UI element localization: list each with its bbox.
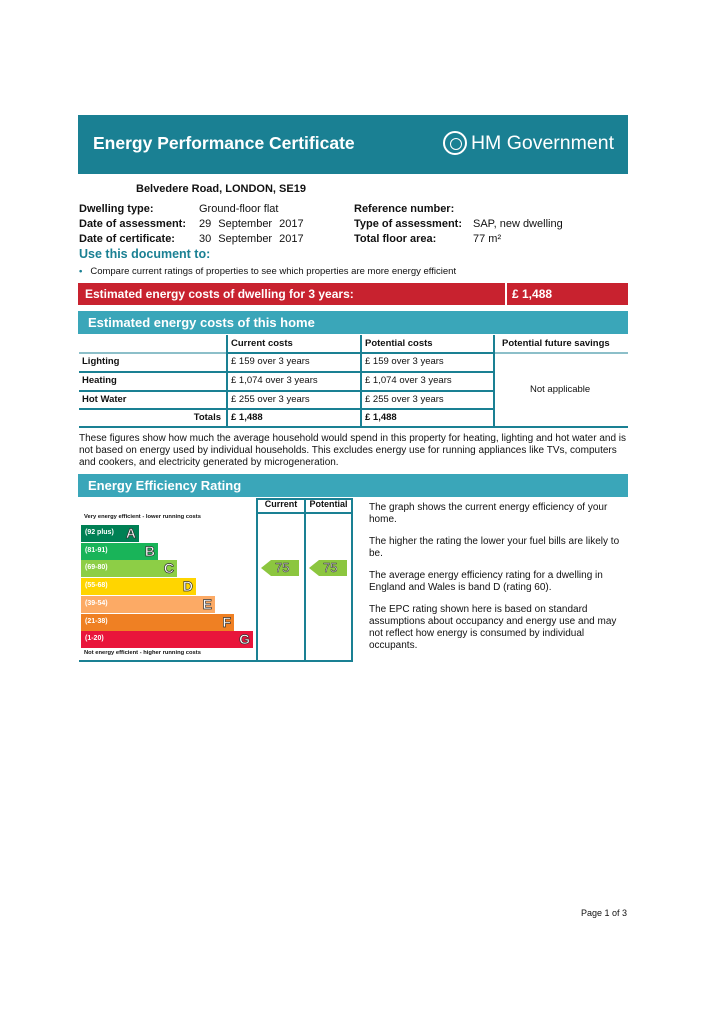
header-banner [78,115,628,174]
totals-potential: £ 1,488 [365,412,397,423]
band-range: (21-38) [85,618,108,625]
estimated-cost-bar [78,283,628,305]
totals-current: £ 1,488 [231,412,263,423]
band-range: (92 plus) [85,529,114,536]
band-letter: G [239,631,250,647]
col-header-potential: Potential costs [365,338,433,349]
lighting-potential: £ 159 over 3 years [365,356,444,367]
band-letter: E [202,596,212,612]
details-right [354,202,624,248]
band-range: (1-20) [85,635,104,642]
costs-explanation: These figures show how much the average household would spend in this property for heating, lighting and hot water and is not based on energy used by individual households. This excludes energy use for running appliances like TVs, computers and cookers, and electricity generated by microgeneration. [79,433,627,468]
dwelling-type-value: Ground-floor flat [199,203,279,215]
band-range: (69-80) [85,564,108,571]
estimated-cost-value: £ 1,488 [512,287,553,301]
inefficient-note: Not energy efficient - higher running costs [84,650,201,656]
costs-table [79,335,628,427]
type-assessment-value: SAP, new dwelling [473,218,563,230]
efficient-note: Very energy efficient - lower running costs [84,514,201,520]
explanation-paragraph: The graph shows the current energy efficiency of your home. [369,502,608,525]
floor-area-value: 77 m² [473,233,502,245]
org-name: HM Government [470,131,614,154]
band-letter: A [125,525,136,541]
band-range: (81-91) [85,547,108,554]
savings-value: Not applicable [530,384,591,395]
explanation-paragraph: The EPC rating shown here is based on standard assumptions about occupancy and energy use and may not reflect how energy is consumed by individual occupants. [369,604,617,651]
chart-line [304,498,306,662]
chart-line [351,498,353,662]
rating-explanation [369,502,627,662]
floor-area-label: Total floor area: [354,233,437,245]
date-certificate-value: 30 September 2017 [199,233,304,245]
current-rating-value: 75 [275,560,290,575]
band-range: (55-68) [85,582,108,589]
rating-section-header [78,474,628,497]
col-header-savings: Potential future savings [502,338,610,349]
royal-crest-icon [443,131,467,155]
rating-band-f [81,614,234,631]
details-left [79,202,349,248]
row-label-hot-water: Hot Water [82,394,127,405]
page-title: Energy Performance Certificate [93,133,355,153]
col-header-current: Current costs [231,338,293,349]
heating-potential: £ 1,074 over 3 years [365,375,452,386]
row-label-heating: Heating [82,375,117,386]
band-range: (39-54) [85,600,108,607]
heating-current: £ 1,074 over 3 years [231,375,318,386]
rating-band-a [81,525,139,542]
property-address: Belvedere Road, LONDON, SE19 [136,183,306,195]
energy-rating-chart [79,498,353,662]
lighting-current: £ 159 over 3 years [231,356,310,367]
hot-water-current: £ 255 over 3 years [231,394,310,405]
use-doc-bullet [79,266,456,277]
row-label-lighting: Lighting [82,356,120,367]
date-assessment-label: Date of assessment: [79,218,186,230]
totals-label: Totals [193,412,221,423]
rating-band-b [81,543,158,560]
band-letter: D [182,578,193,594]
band-letter: B [144,543,155,559]
reference-label: Reference number: [354,203,455,215]
costs-section-title: Estimated energy costs of this home [88,315,315,330]
table-line [493,335,495,427]
cost-bar-divider [505,283,507,305]
rating-band-c [81,560,177,577]
rating-band-d [81,578,196,595]
band-letter: C [163,560,174,576]
potential-rating-arrow [319,560,347,576]
potential-rating-value: 75 [323,560,338,575]
use-doc-heading: Use this document to: [79,247,211,261]
date-certificate-label: Date of certificate: [79,233,175,245]
rating-band-g [81,631,253,648]
date-assessment-value: 29 September 2017 [199,218,304,230]
hm-government-logo [443,131,614,155]
explanation-paragraph: The average energy efficiency rating for a dwelling in England and Wales is band D (rating 60). [369,570,603,593]
page-number: Page 1 of 3 [581,908,628,918]
dwelling-type-label: Dwelling type: [79,203,154,215]
band-letter: F [222,614,231,630]
rating-section-title: Energy Efficiency Rating [88,478,242,493]
current-rating-arrow [271,560,299,576]
explanation-paragraph: The higher the rating the lower your fuel bills are likely to be. [369,536,620,559]
estimated-cost-label: Estimated energy costs of dwelling for 3 years: [85,287,354,301]
chart-line [79,660,353,662]
bullet-text: Compare current ratings of properties to see which properties are more energy efficient [90,266,457,277]
type-assessment-label: Type of assessment: [354,218,463,230]
rating-band-e [81,596,215,613]
costs-section-header [78,311,628,334]
col-current: Current [264,499,298,509]
bullet-icon: • [79,266,83,277]
hot-water-potential: £ 255 over 3 years [365,394,444,405]
col-potential: Potential [309,499,348,509]
chart-line [256,498,258,662]
